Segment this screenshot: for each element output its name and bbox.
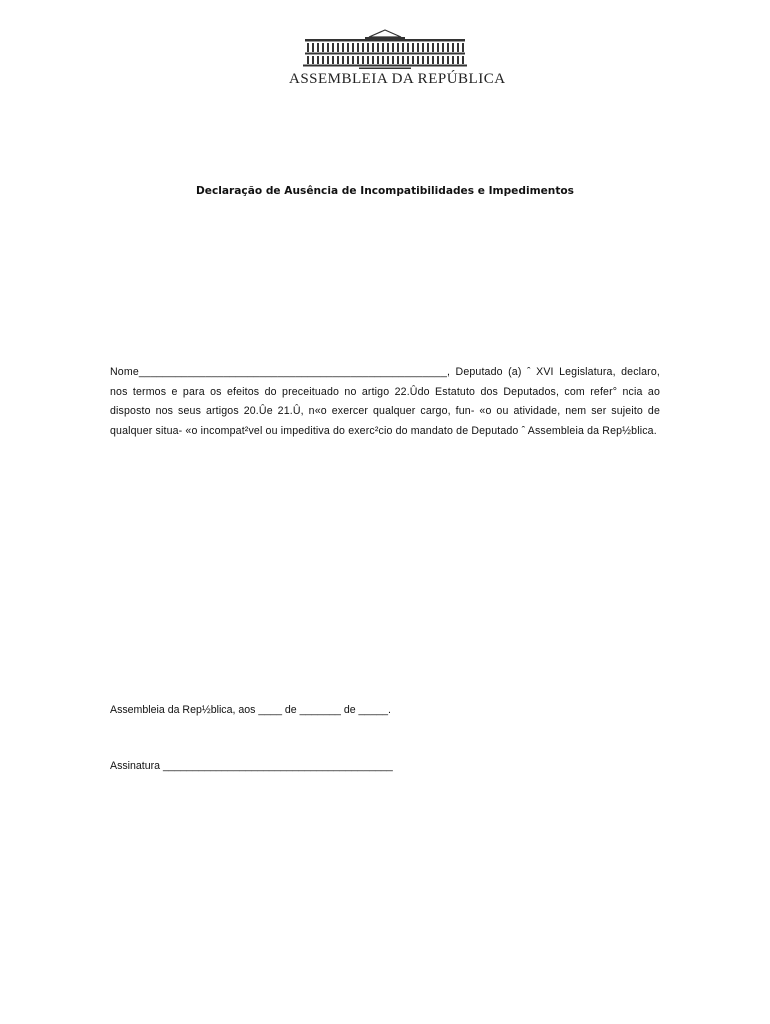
document-title: Declaração de Ausência de Incompatibilidades e Impedimentos	[196, 185, 574, 197]
institution-name: ASSEMBLEIA DA REPÚBLICA	[289, 71, 506, 87]
declaration-paragraph: Nome___________________________________________________, Deputado (a) ˆ XVI Legislatura, declaro, nos termos e para os efeitos do preceituado no artigo 22.Ûdo Estatuto dos Deputados, com refer° ncia ao disposto nos seus artigos 20.Ûe 21.Û, n«o exercer qualquer cargo, fun- «o ou atividade, nem ser sujeito de qualquer situa- «o incompat²vel ou impeditiva do exerc²cio do mandato de Deputado ˆ Assembleia da Rep½blica.	[110, 366, 660, 437]
parliament-logo	[289, 28, 506, 92]
date-line: Assembleia da Rep½blica, aos ____ de _______ de _____.	[110, 704, 391, 716]
signature-line: Assinatura _______________________________________	[110, 760, 393, 772]
parliament-building-icon	[299, 28, 471, 70]
